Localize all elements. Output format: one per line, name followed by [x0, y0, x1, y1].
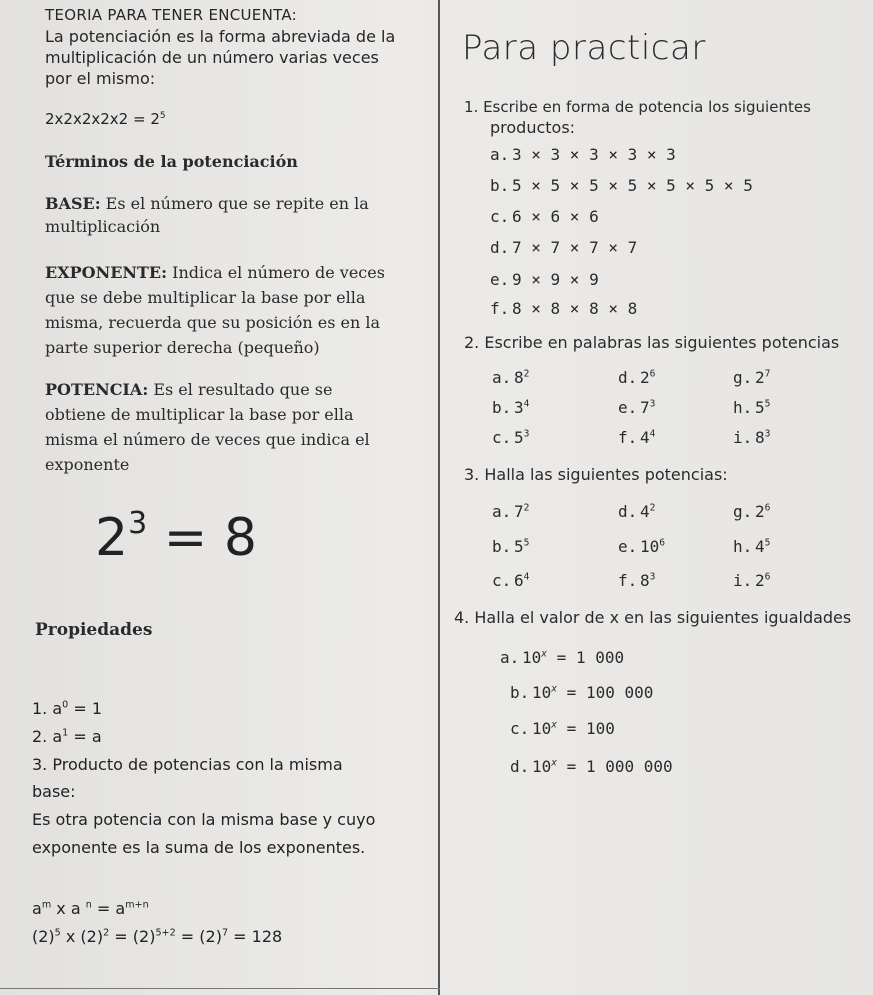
property-3-desc-1: Es otra potencia con la misma base y cuyo — [32, 810, 376, 829]
intro-line-1: La potenciación es la forma abreviada de la — [45, 27, 396, 46]
q3-item-f: f. $8^3$ — [618, 571, 656, 590]
q4-item-b: b. $10^x = 100$ 000 — [510, 683, 654, 702]
exponent-definition-line-4: parte superior derecha (pequeño) — [45, 338, 320, 357]
q3-item-g: g. $2^6$ — [733, 502, 771, 521]
q1-item-e: e. 9 × 9 × 9 — [490, 270, 599, 289]
q3-item-d: d. $4^2$ — [618, 502, 656, 521]
q1-item-d: d. 7 × 7 × 7 × 7 — [490, 238, 638, 257]
power-definition-line-4: exponente — [45, 455, 130, 474]
product-example: $(2)^5$ x $(2)^2 = (2)^{5+2} = (2)^7 = 128$ — [32, 927, 283, 946]
q2-item-i: i. $8^3$ — [733, 428, 771, 447]
theory-heading: TEORIA PARA TENER ENCUENTA: — [45, 6, 298, 24]
q3-item-h: h. $4^5$ — [733, 537, 771, 556]
q2-item-d: d. $2^6$ — [618, 368, 656, 387]
q2-item-g: g. $2^7$ — [733, 368, 771, 387]
column-divider — [438, 0, 440, 995]
product-formula: $a^m$ x a $^n = a^{m+n}$ — [32, 899, 149, 918]
q2-item-e: e. $7^3$ — [618, 398, 656, 417]
question-1-subtitle: productos: — [490, 118, 576, 137]
terms-title: Términos de la potenciación — [45, 152, 298, 171]
question-2-title: 2. Escribe en palabras las siguientes potencias — [464, 333, 840, 352]
q1-item-f: f. 8 × 8 × 8 × 8 — [490, 299, 638, 318]
q3-item-c: c. $6^4$ — [492, 571, 530, 590]
q2-item-a: a. $8^2$ — [492, 368, 530, 387]
property-1: 1. $a^0 = 1$ — [32, 699, 103, 718]
bottom-rule — [0, 988, 440, 989]
q3-item-i: i. $2^6$ — [733, 571, 771, 590]
intro-line-2: multiplicación de un número varias veces — [45, 48, 379, 67]
question-3-title: 3. Halla las siguientes potencias: — [464, 465, 728, 484]
exponent-definition-line-3: misma, recuerda que su posición es en la — [45, 313, 381, 332]
q4-item-a: a. $10^x = 1$ 000 — [500, 648, 625, 667]
q3-item-e: e. $10^6$ — [618, 537, 666, 556]
q3-item-a: a. $7^2$ — [492, 502, 530, 521]
q2-item-f: f. $4^4$ — [618, 428, 656, 447]
q4-item-d: d. $10^x = 1$ 000 000 — [510, 757, 673, 776]
q2-item-h: h. $5^5$ — [733, 398, 771, 417]
exponent-definition-line-2: que se debe multiplicar la base por ella — [45, 288, 366, 307]
intro-line-3: por el mismo: — [45, 69, 156, 88]
q1-item-a: a. 3 × 3 × 3 × 3 × 3 — [490, 145, 676, 164]
property-3-line-1: 3. Producto de potencias con la misma — [32, 755, 343, 774]
q2-item-b: b. $3^4$ — [492, 398, 530, 417]
properties-title: Propiedades — [35, 620, 153, 640]
property-3-line-2: base: — [32, 782, 76, 801]
practice-title: Para practicar — [462, 28, 706, 68]
power-definition-line-1: POTENCIA: Es el resultado que se — [45, 380, 333, 399]
q2-item-c: c. $5^3$ — [492, 428, 530, 447]
q3-item-b: b. $5^5$ — [492, 537, 530, 556]
question-1-title: 1. Escribe en forma de potencia los siguientes — [464, 98, 811, 116]
q1-item-c: c. 6 × 6 × 6 — [490, 207, 599, 226]
exponent-definition-line-1: EXPONENTE: Indica el número de veces — [45, 263, 385, 282]
q1-item-b: b. 5 × 5 × 5 × 5 × 5 × 5 × 5 — [490, 176, 753, 195]
example-expression: $2x2x2x2x2 = 2^5$ — [45, 110, 166, 128]
power-definition-line-3: misma el número de veces que indica el — [45, 430, 370, 449]
base-definition-line-1: BASE: Es el número que se repite en la — [45, 194, 369, 213]
base-definition-line-2: multiplicación — [45, 217, 161, 236]
property-2: 2. $a^1 = a$ — [32, 727, 102, 746]
question-4-title: 4. Halla el valor de x en las siguientes igualdades — [454, 608, 852, 627]
power-definition-line-2: obtiene de multiplicar la base por ella — [45, 405, 354, 424]
q4-item-c: c. $10^x = 100$ — [510, 719, 615, 738]
big-power-example: $2^3 = 8$ — [95, 506, 257, 568]
property-3-desc-2: exponente es la suma de los exponentes. — [32, 838, 366, 857]
